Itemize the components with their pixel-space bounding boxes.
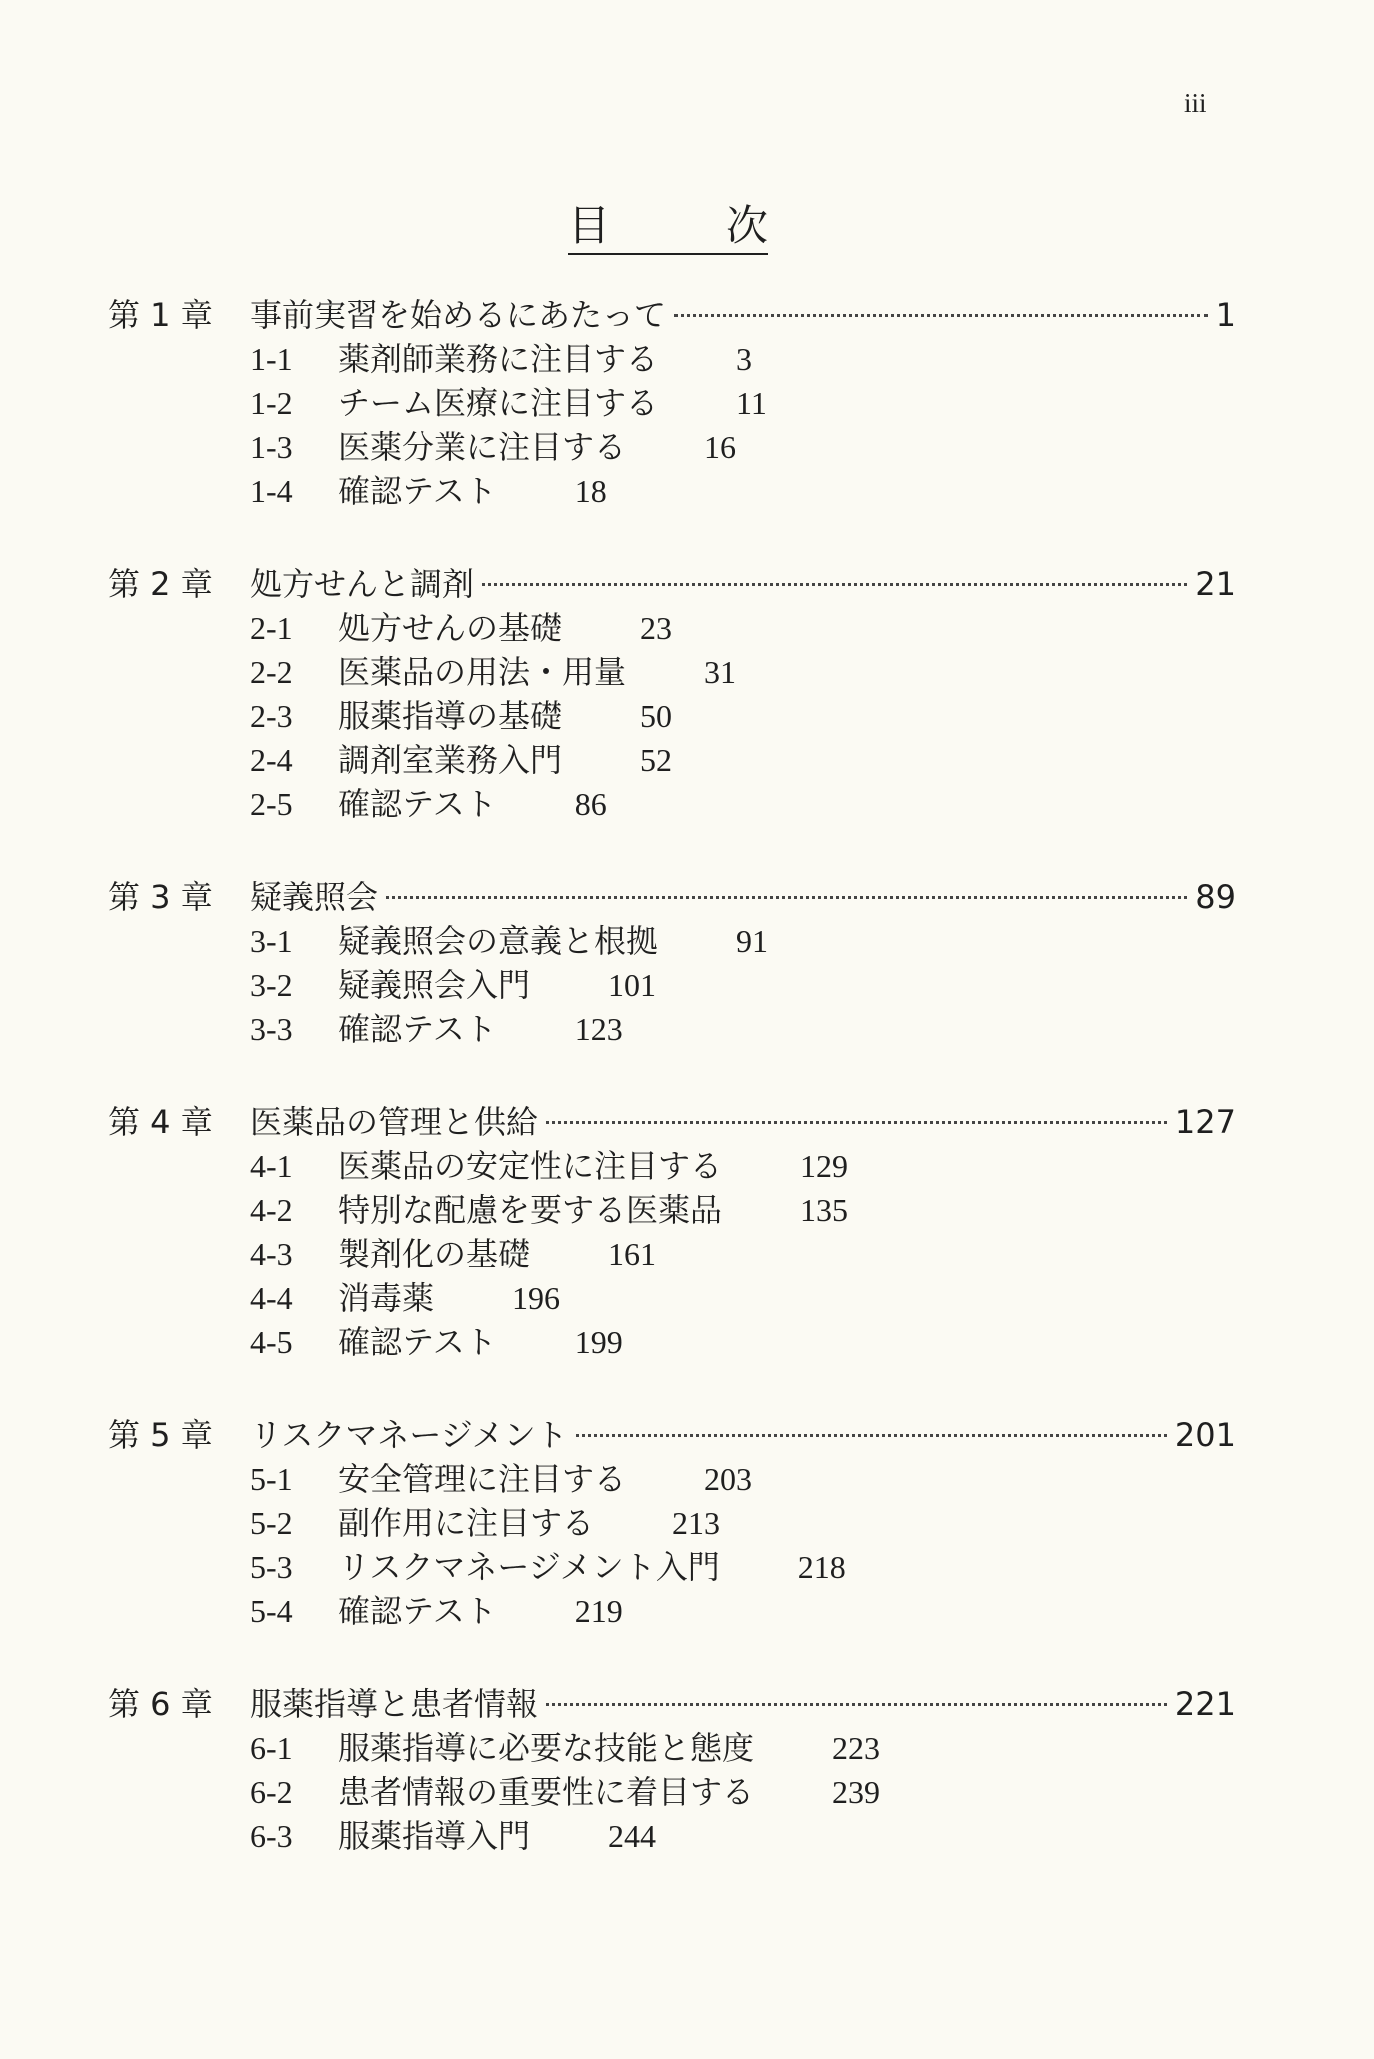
section-number: 2-4 <box>250 742 293 778</box>
table-of-contents <box>108 290 1236 1904</box>
toc-title <box>568 200 768 255</box>
section-page-number: 50 <box>640 698 673 734</box>
section-number: 4-3 <box>250 1236 293 1272</box>
section-title: 薬剤師業務に注目する <box>338 340 659 378</box>
section-page-number: 244 <box>608 1818 657 1854</box>
section-title: 医薬分業に注目する <box>338 428 627 466</box>
chapter-number: 第 1 章 <box>108 296 213 334</box>
chapter-heading <box>108 872 1236 916</box>
chapter-entry <box>108 290 1236 510</box>
toc-title-char-2: 次 <box>725 201 768 250</box>
section-entry <box>108 334 1236 378</box>
chapter-page-number: 127 <box>1174 1103 1236 1141</box>
section-entry <box>108 466 1236 510</box>
chapter-page-number: 21 <box>1195 565 1236 603</box>
section-entry <box>108 1185 1236 1229</box>
section-page-number: 18 <box>574 473 607 509</box>
section-entry <box>108 378 1236 422</box>
chapter-entry <box>108 1097 1236 1361</box>
dot-leader <box>546 1121 1167 1124</box>
section-number: 3-3 <box>250 1011 293 1047</box>
section-entry <box>108 735 1236 779</box>
section-page-number: 219 <box>574 1593 623 1629</box>
section-title: 服薬指導の基礎 <box>338 697 563 735</box>
section-number: 5-3 <box>250 1549 293 1585</box>
section-title: 安全管理に注目する <box>338 1460 627 1498</box>
section-number: 5-1 <box>250 1461 293 1497</box>
section-entry <box>108 647 1236 691</box>
section-page-number: 223 <box>832 1730 881 1766</box>
section-title: 消毒薬 <box>338 1279 435 1317</box>
section-title: 確認テスト <box>338 785 497 823</box>
section-title: 医薬品の安定性に注目する <box>338 1147 723 1185</box>
section-title: 確認テスト <box>338 1323 497 1361</box>
chapter-title: リスクマネージメント <box>250 1416 568 1454</box>
section-title: 医薬品の用法・用量 <box>338 653 627 691</box>
section-number: 2-3 <box>250 698 293 734</box>
section-number: 2-5 <box>250 786 293 822</box>
chapter-entry <box>108 1410 1236 1630</box>
section-number: 3-1 <box>250 923 293 959</box>
section-title: 特別な配慮を要する医薬品 <box>338 1191 723 1229</box>
section-title: 調剤室業務入門 <box>338 741 563 779</box>
section-page-number: 129 <box>800 1148 849 1184</box>
dot-leader <box>386 896 1187 899</box>
chapter-heading <box>108 1679 1236 1723</box>
section-page-number: 86 <box>574 786 607 822</box>
chapter-entry <box>108 559 1236 823</box>
section-title: 確認テスト <box>338 1010 497 1048</box>
section-title: 服薬指導入門 <box>338 1817 531 1855</box>
section-number: 4-1 <box>250 1148 293 1184</box>
section-title: チーム医療に注目する <box>338 384 659 422</box>
section-number: 1-3 <box>250 429 293 465</box>
section-number: 6-2 <box>250 1774 293 1810</box>
section-title: 確認テスト <box>338 472 497 510</box>
chapter-page-number: 1 <box>1215 296 1236 334</box>
chapter-title: 事前実習を始めるにあたって <box>250 296 667 334</box>
chapter-number: 第 5 章 <box>108 1416 213 1454</box>
section-title: 副作用に注目する <box>338 1504 595 1542</box>
section-number: 4-5 <box>250 1324 293 1360</box>
section-entry <box>108 960 1236 1004</box>
section-entry <box>108 603 1236 647</box>
section-entry <box>108 1811 1236 1855</box>
section-entry <box>108 1273 1236 1317</box>
section-number: 6-3 <box>250 1818 293 1854</box>
chapter-title: 医薬品の管理と供給 <box>250 1103 539 1141</box>
section-number: 1-4 <box>250 473 293 509</box>
section-title: 疑義照会の意義と根拠 <box>338 922 659 960</box>
section-page-number: 52 <box>640 742 673 778</box>
chapter-number: 第 3 章 <box>108 878 213 916</box>
section-entry <box>108 779 1236 823</box>
section-page-number: 213 <box>672 1505 721 1541</box>
section-title: 製剤化の基礎 <box>338 1235 531 1273</box>
section-number: 4-4 <box>250 1280 293 1316</box>
section-number: 5-2 <box>250 1505 293 1541</box>
section-number: 3-2 <box>250 967 293 1003</box>
section-title: 疑義照会入門 <box>338 966 531 1004</box>
section-page-number: 218 <box>797 1549 846 1585</box>
section-page-number: 31 <box>704 654 737 690</box>
chapter-heading <box>108 1097 1236 1141</box>
section-number: 5-4 <box>250 1593 293 1629</box>
chapter-number: 第 6 章 <box>108 1685 213 1723</box>
chapter-number: 第 2 章 <box>108 565 213 603</box>
chapter-heading <box>108 1410 1236 1454</box>
section-entry <box>108 1317 1236 1361</box>
section-number: 4-2 <box>250 1192 293 1228</box>
section-number: 6-1 <box>250 1730 293 1766</box>
section-page-number: 3 <box>736 341 753 377</box>
section-entry <box>108 1767 1236 1811</box>
section-entry <box>108 691 1236 735</box>
dot-leader <box>546 1703 1167 1706</box>
chapter-heading <box>108 559 1236 603</box>
section-title: 患者情報の重要性に着目する <box>338 1773 755 1811</box>
chapter-page-number: 201 <box>1174 1416 1236 1454</box>
chapter-entry <box>108 1679 1236 1855</box>
section-title: 処方せんの基礎 <box>338 609 563 647</box>
section-title: 確認テスト <box>338 1592 497 1630</box>
section-entry <box>108 1004 1236 1048</box>
section-page-number: 16 <box>704 429 737 465</box>
section-entry <box>108 1586 1236 1630</box>
chapter-page-number: 89 <box>1195 878 1236 916</box>
page-number: iii <box>1184 88 1207 118</box>
section-page-number: 203 <box>704 1461 753 1497</box>
section-entry <box>108 422 1236 466</box>
section-page-number: 123 <box>574 1011 623 1047</box>
section-page-number: 199 <box>574 1324 623 1360</box>
toc-title-char-1: 目 <box>568 201 611 250</box>
chapter-title: 疑義照会 <box>250 878 379 916</box>
section-page-number: 135 <box>800 1192 849 1228</box>
chapter-page-number: 221 <box>1174 1685 1236 1723</box>
dot-leader <box>674 314 1208 317</box>
section-title: 服薬指導に必要な技能と態度 <box>338 1729 755 1767</box>
chapter-title: 処方せんと調剤 <box>250 565 475 603</box>
section-page-number: 161 <box>608 1236 657 1272</box>
section-page-number: 101 <box>608 967 657 1003</box>
section-number: 2-1 <box>250 610 293 646</box>
chapter-entry <box>108 872 1236 1048</box>
chapter-number: 第 4 章 <box>108 1103 213 1141</box>
chapter-title: 服薬指導と患者情報 <box>250 1685 539 1723</box>
section-entry <box>108 1229 1236 1273</box>
section-number: 1-1 <box>250 341 293 377</box>
section-entry <box>108 1141 1236 1185</box>
section-page-number: 23 <box>640 610 673 646</box>
section-entry <box>108 1542 1236 1586</box>
section-page-number: 196 <box>512 1280 561 1316</box>
dot-leader <box>482 583 1187 586</box>
section-title: リスクマネージメント入門 <box>338 1548 720 1586</box>
section-page-number: 91 <box>736 923 769 959</box>
section-entry <box>108 1723 1236 1767</box>
section-entry <box>108 1454 1236 1498</box>
section-number: 2-2 <box>250 654 293 690</box>
dot-leader <box>576 1434 1167 1437</box>
section-entry <box>108 916 1236 960</box>
section-entry <box>108 1498 1236 1542</box>
section-page-number: 239 <box>832 1774 881 1810</box>
section-page-number: 11 <box>736 385 767 421</box>
section-number: 1-2 <box>250 385 293 421</box>
chapter-heading <box>108 290 1236 334</box>
